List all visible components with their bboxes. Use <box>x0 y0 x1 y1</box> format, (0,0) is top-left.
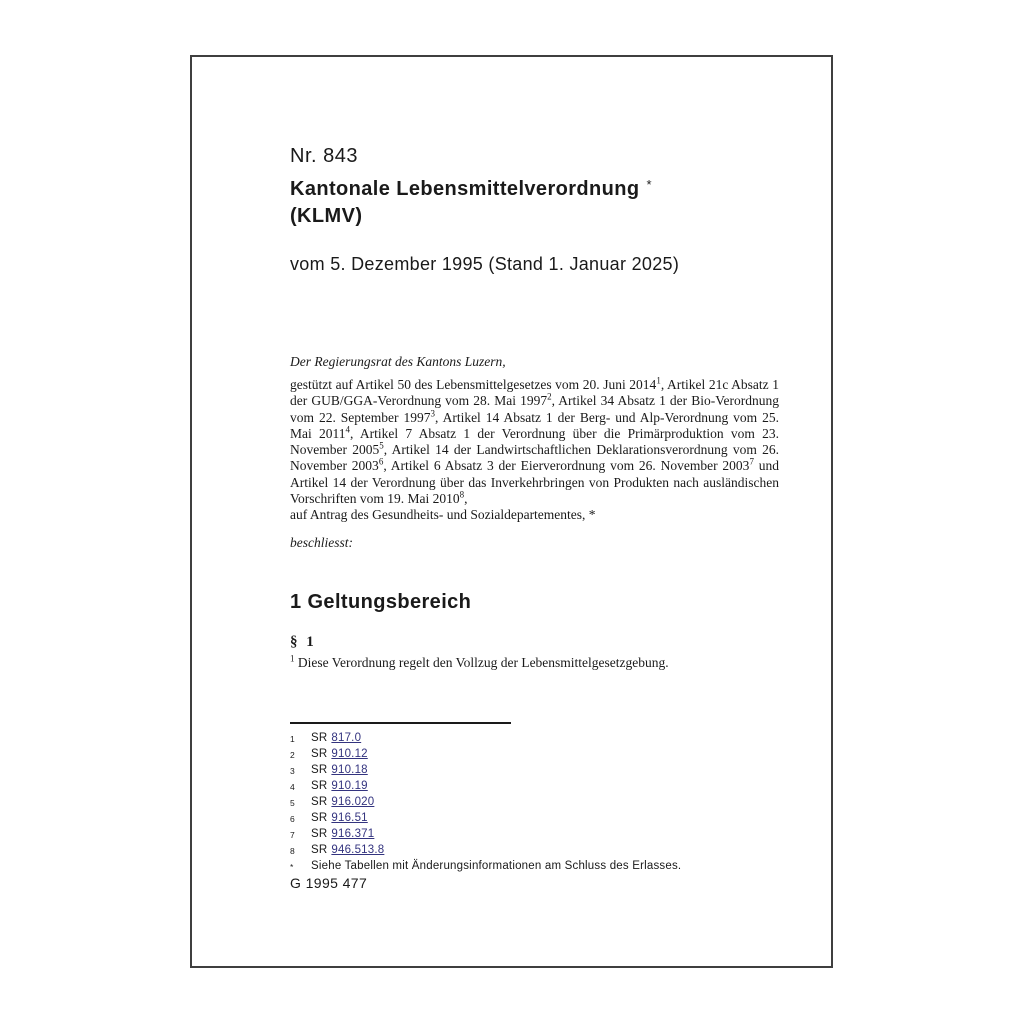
footnote-prefix: SR <box>311 812 328 824</box>
preamble-resolution: beschliesst: <box>290 535 353 550</box>
footnote-row <box>290 811 779 827</box>
footnote-row <box>290 827 779 843</box>
footnote-list <box>290 731 779 875</box>
footnote-text <box>311 795 374 811</box>
section-heading: 1 Geltungsbereich <box>290 591 472 613</box>
preamble-author: Der Regierungsrat des Kantons Luzern, <box>290 354 506 369</box>
document-title-block <box>290 171 790 230</box>
footnote-link[interactable]: 946.513.8 <box>331 844 385 856</box>
footnote-link[interactable]: 916.020 <box>331 796 375 808</box>
source-reference: G 1995 477 <box>290 875 368 891</box>
footnote-marker: 4 <box>290 782 295 792</box>
footnote-prefix: SR <box>311 828 328 840</box>
document-date-line: vom 5. Dezember 1995 (Stand 1. Januar 2025) <box>290 254 680 274</box>
document-title: Kantonale Lebensmittelverordnung <box>290 178 640 200</box>
footnote-marker: 6 <box>290 814 295 824</box>
document-abbreviation: (KLMV) <box>290 205 363 227</box>
footnote-prefix: SR <box>311 796 328 808</box>
footnote-row <box>290 747 779 763</box>
preamble-legal-basis: gestützt auf Artikel 50 des Lebensmittelgesetzes vom 20. Juni 2014$^1$, Artikel 21c Absatz 1 der GUB/GGA-Verordnung vom 28. Mai 1997$^2$, Artikel 34 Absatz 1 der Bio-Verordnung vom 22. September 1997$^3$, Artikel 14 Absatz 1 der Berg- und Alp-Verordnung vom 25. Mai 2011$^4$, Artikel 7 Absatz 1 der Verordnung über die Primärproduktion vom 23. November 2005$^5$, Artikel 14 der Landwirtschaftlichen Deklarationsverordnung vom 26. November 2003$^6$, Artikel 6 Absatz 3 der Eierverordnung vom 26. November 2003$^7$ und Artikel 14 der Verordnung über das Inverkehrbringen von Produkten nach ausländischen Vorschriften vom 19. Mai 2010$^8$, auf Antrag des Gesundheits- und Sozialdepartementes, * <box>290 375 780 523</box>
document-page <box>190 55 833 968</box>
footnote-prefix: SR <box>311 764 328 776</box>
footnote-annotation-row <box>290 859 779 875</box>
footnote-prefix: SR <box>311 844 328 856</box>
footnote-row <box>290 843 779 859</box>
footnote-link[interactable]: 910.18 <box>331 764 368 776</box>
footnote-link[interactable]: 817.0 <box>331 732 362 744</box>
paragraph-sign: § 1 <box>290 634 314 650</box>
section-paragraph-text: $^1$ Diese Verordnung regelt den Vollzug der Lebensmittelgesetzgebung. <box>290 653 669 670</box>
footnote-link[interactable]: 910.19 <box>331 780 368 792</box>
footnote-link[interactable]: 916.51 <box>331 812 368 824</box>
document-number: Nr. 843 <box>290 145 358 167</box>
footnote-link[interactable]: 910.12 <box>331 748 368 760</box>
footnote-marker: 2 <box>290 750 295 760</box>
footnote-text <box>311 811 368 827</box>
footnote-row <box>290 779 779 795</box>
footnote-marker: 8 <box>290 846 295 856</box>
footnote-marker: 5 <box>290 798 295 808</box>
footnote-row <box>290 763 779 779</box>
footnote-text <box>311 779 368 795</box>
footnote-row <box>290 795 779 811</box>
footnote-marker: 1 <box>290 734 295 744</box>
footnote-separator-rule <box>290 722 511 724</box>
footnote-link[interactable]: 916.371 <box>331 828 375 840</box>
footnote-marker: * <box>290 862 294 872</box>
footnote-prefix: SR <box>311 780 328 792</box>
title-change-marker: * <box>646 177 652 192</box>
footnote-text <box>311 763 368 779</box>
footnote-text <box>311 747 368 763</box>
footnote-prefix: SR <box>311 732 328 744</box>
footnote-text <box>311 731 361 747</box>
footnote-row <box>290 731 779 747</box>
footnote-annotation-text: Siehe Tabellen mit Änderungsinformationen am Schluss des Erlasses. <box>311 860 682 872</box>
footnote-marker: 3 <box>290 766 295 776</box>
footnote-marker: 7 <box>290 830 295 840</box>
footnote-text <box>311 843 384 859</box>
footnote-text <box>311 827 374 843</box>
footnote-prefix: SR <box>311 748 328 760</box>
